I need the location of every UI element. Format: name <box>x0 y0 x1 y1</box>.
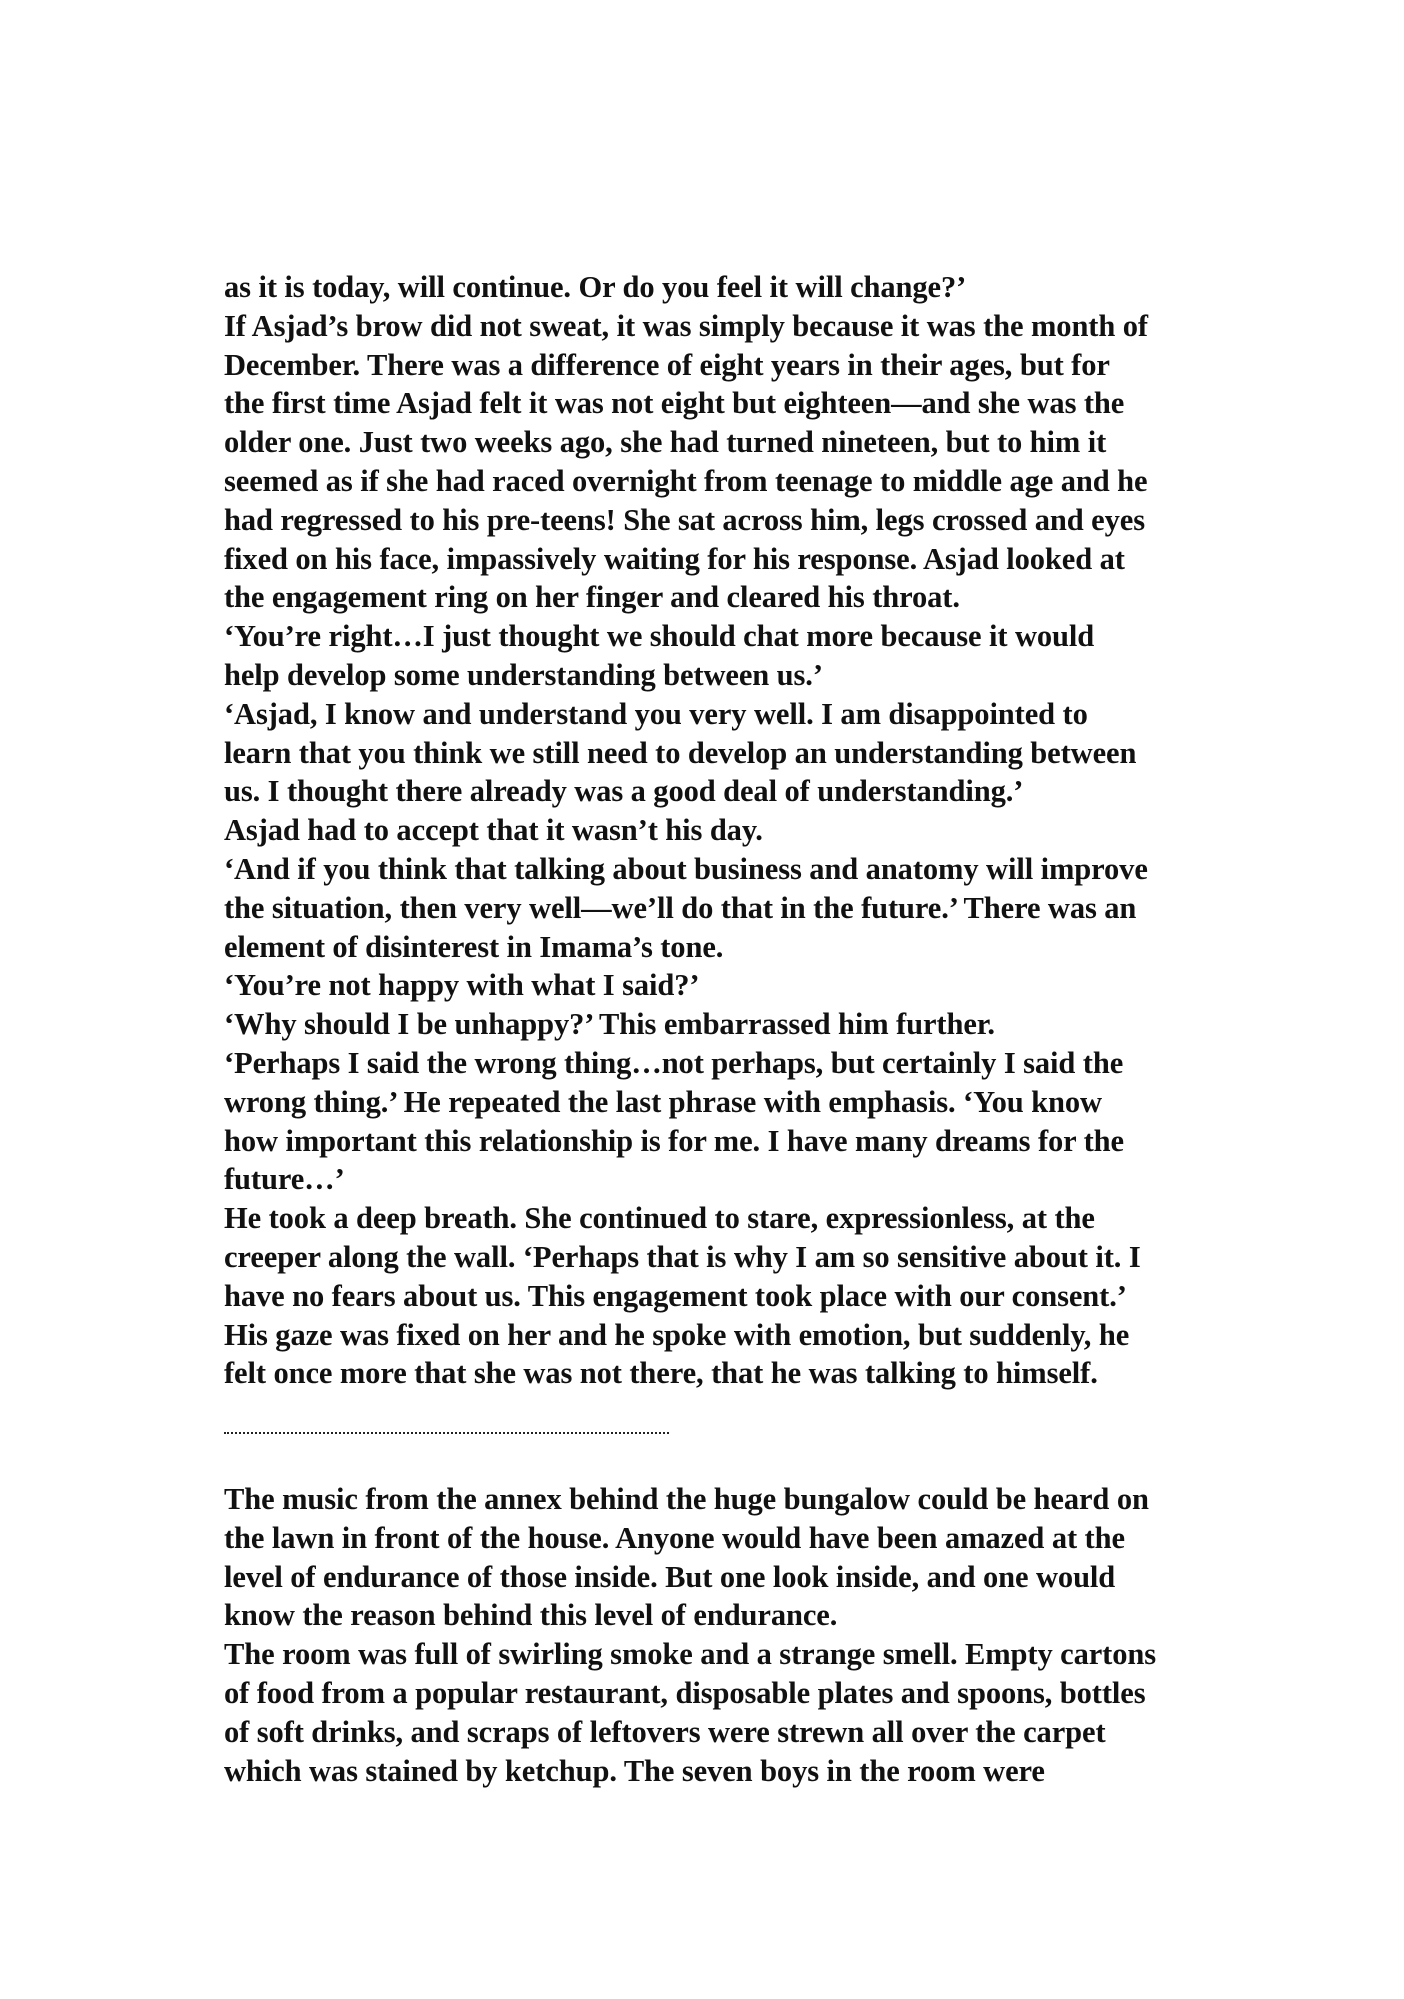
text-line: ‘Why should I be unhappy?’ This embarrassed him further. <box>224 1007 995 1042</box>
text-line: the engagement ring on her finger and cleared his throat. <box>224 580 960 615</box>
text-line: which was stained by ketchup. The seven boys in the room were <box>224 1753 1045 1788</box>
text-line: His gaze was fixed on her and he spoke with emotion, but suddenly, he <box>224 1317 1130 1352</box>
text-line: December. There was a difference of eight years in their ages, but for <box>224 347 1110 382</box>
text-line: have no fears about us. This engagement took place with our consent.’ <box>224 1278 1127 1313</box>
body-text-section-2 <box>224 1480 1284 1790</box>
section-separator <box>224 1432 669 1434</box>
text-line: wrong thing.’ He repeated the last phrase with emphasis. ‘You know <box>224 1084 1102 1119</box>
text-line: us. I thought there already was a good deal of understanding.’ <box>224 774 1024 809</box>
text-line: ‘You’re right…I just thought we should chat more because it would <box>224 619 1095 654</box>
text-line: help develop some understanding between us.’ <box>224 657 823 692</box>
text-line: older one. Just two weeks ago, she had turned nineteen, but to him it <box>224 425 1107 460</box>
text-line: how important this relationship is for me. I have many dreams for the <box>224 1123 1124 1158</box>
text-line: felt once more that she was not there, that he was talking to himself. <box>224 1356 1098 1391</box>
text-line: ‘Asjad, I know and understand you very well. I am disappointed to <box>224 696 1088 731</box>
text-line: He took a deep breath. She continued to stare, expressionless, at the <box>224 1201 1095 1236</box>
text-line: fixed on his face, impassively waiting for his response. Asjad looked at <box>224 541 1125 576</box>
text-line: creeper along the wall. ‘Perhaps that is why I am so sensitive about it. I <box>224 1239 1141 1274</box>
text-line: ‘Perhaps I said the wrong thing…not perhaps, but certainly I said the <box>224 1045 1124 1080</box>
text-line: the lawn in front of the house. Anyone would have been amazed at the <box>224 1520 1125 1555</box>
text-line: as it is today, will continue. Or do you feel it will change?’ <box>224 270 967 304</box>
text-line: If Asjad’s brow did not sweat, it was simply because it was the month of <box>224 308 1148 343</box>
body-text-section-1 <box>224 268 1284 1393</box>
text-line: had regressed to his pre-teens! She sat across him, legs crossed and eyes <box>224 502 1145 537</box>
text-line: the first time Asjad felt it was not eight but eighteen—and she was the <box>224 386 1125 421</box>
text-line: of food from a popular restaurant, disposable plates and spoons, bottles <box>224 1675 1146 1710</box>
text-line: know the reason behind this level of endurance. <box>224 1598 838 1633</box>
text-line: the situation, then very well—we’ll do that in the future.’ There was an <box>224 890 1137 925</box>
text-line: learn that you think we still need to develop an understanding between <box>224 735 1137 770</box>
text-line: level of endurance of those inside. But one look inside, and one would <box>224 1559 1116 1594</box>
text-line: seemed as if she had raced overnight from teenage to middle age and he <box>224 463 1148 498</box>
text-line: The room was full of swirling smoke and a strange smell. Empty cartons <box>224 1637 1157 1672</box>
text-line: of soft drinks, and scraps of leftovers were strewn all over the carpet <box>224 1714 1106 1749</box>
text-line: The music from the annex behind the huge bungalow could be heard on <box>224 1482 1149 1516</box>
text-line: ‘And if you think that talking about business and anatomy will improve <box>224 851 1148 886</box>
text-line: future…’ <box>224 1162 345 1197</box>
text-line: Asjad had to accept that it wasn’t his day. <box>224 813 763 848</box>
text-line: element of disinterest in Imama’s tone. <box>224 929 724 964</box>
text-line: ‘You’re not happy with what I said?’ <box>224 968 700 1003</box>
